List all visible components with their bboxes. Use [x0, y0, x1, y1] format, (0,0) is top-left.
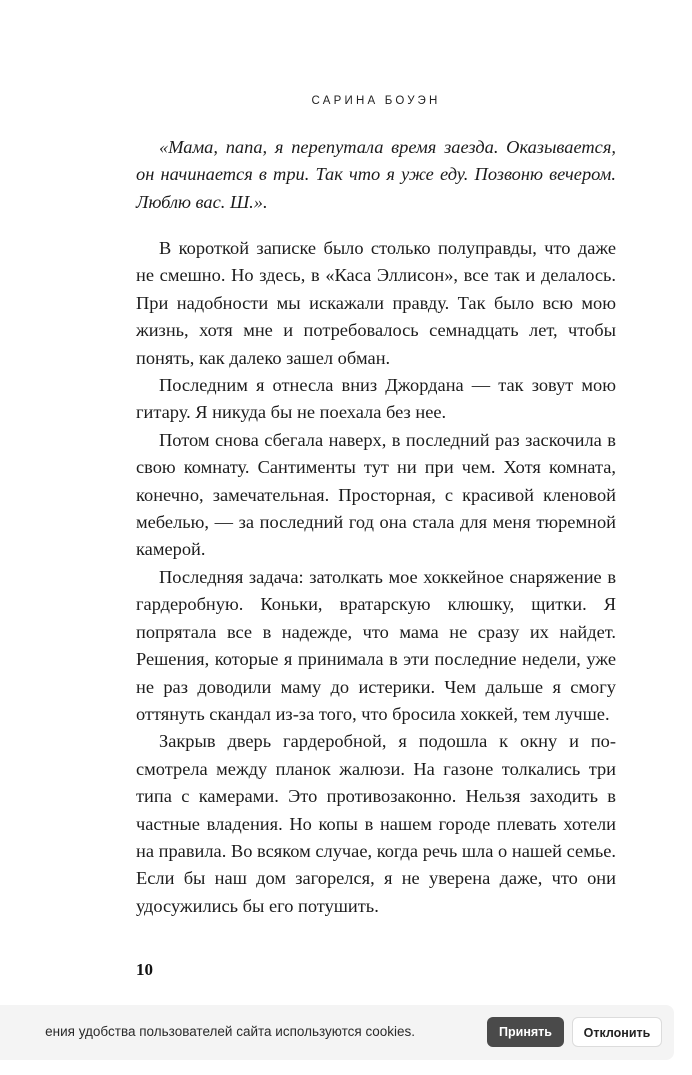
paragraph: Закрыв дверь гардеробной, я подошла к окну и посмотрела между планок жалюзи. На газоне толкались три типа с камерами. Это противозаконно. Нельзя заходить в частные владения. Но копы в нашем городе плевать хотели на правила. Во всяком случае, когда речь шла о нашей семье. Если бы наш дом загорелся, я не уверена даже, что они удосужились бы его потушить. [136, 731, 616, 916]
accept-cookies-button[interactable]: Принять [487, 1017, 564, 1047]
paragraph: Последняя задача: затолкать мое хоккейное снаряжение в гардеробную. Коньки, вратарскую клюшку, щитки. Я попрятала все в надежде, что мама не сразу их найдет. Решения, которые я принимала в эти последние недели, уже не раз доводили маму до истерики. Чем дальше я смогу оттянуть скандал из-за того, что бросила хоккей, тем лучше. [136, 566, 616, 724]
paragraph: В короткой записке было столько полуправды, что даже не смешно. Но здесь, в «Каса Эллисон», все так и делалось. При надобности мы искажали правду. Так было всю мою жизнь, хотя мне и потребовалось семнадцать лет, чтобы понять, как далеко зашел обман. [136, 238, 616, 368]
epigraph-text: «Мама, папа, я перепутала время заезда. Оказывается, он начинается в три. Так что я уже еду. Позвоню вечером. Люблю вас. Ш.». [136, 137, 616, 212]
decline-cookies-button[interactable]: Отклонить [572, 1017, 662, 1047]
running-head-author: САРИНА БОУЭН [311, 95, 441, 107]
paragraph: Последним я отнесла вниз Джордана — так зовут мою гитару. Я никуда бы не поехала без нее. [136, 375, 616, 423]
paragraph: Потом снова сбегала наверх, в последний раз заскочила в свою комнату. Сантименты тут ни при чем. Хотя комната, конечно, замечательная. Просторная, с красивой кленовой мебелью, — за последний год она стала для меня тюремной камерой. [136, 429, 616, 560]
body-text [136, 235, 616, 920]
page-number: 10 [136, 960, 153, 979]
epigraph-note [136, 134, 616, 216]
cookie-banner-text: ения удобства пользователей сайта используются cookies. [45, 1024, 415, 1039]
cookie-banner [0, 1005, 674, 1060]
